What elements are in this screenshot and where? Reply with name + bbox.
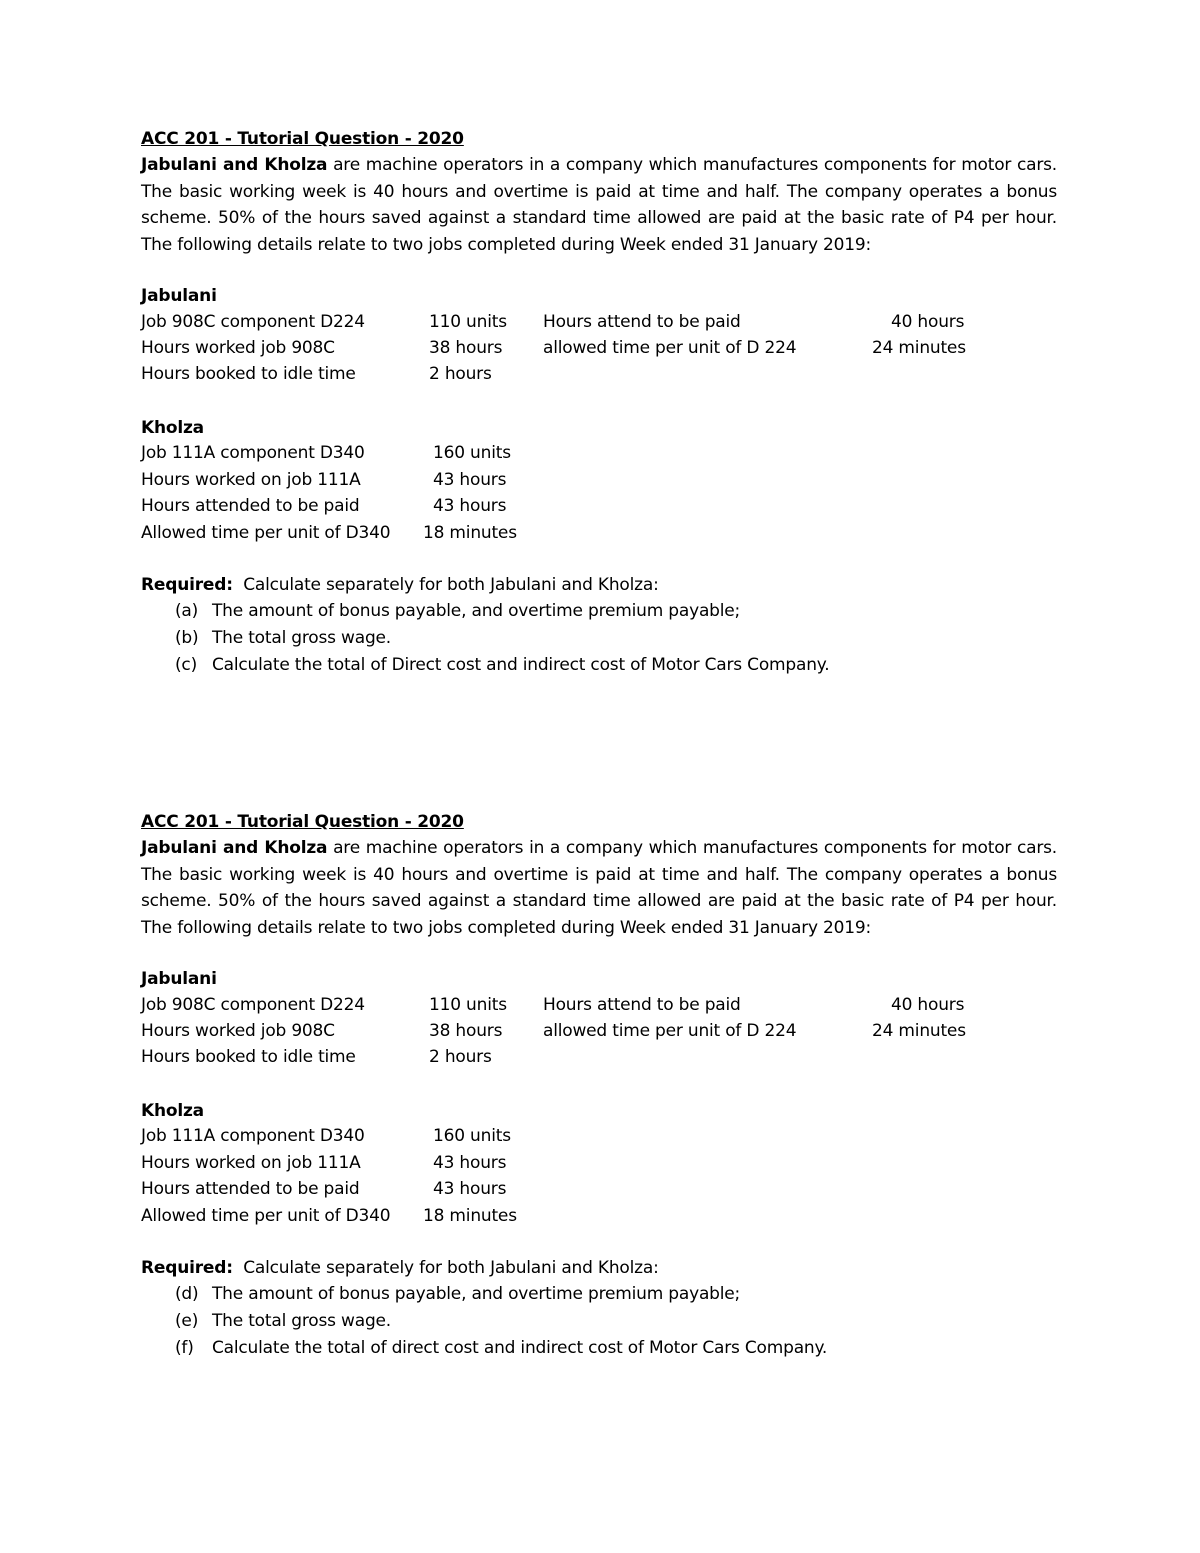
jabulani-label: Hours worked job 908C <box>141 338 335 358</box>
jabulani-label: Hours booked to idle time <box>141 1047 356 1067</box>
item-text: The amount of bonus payable, and overtime premium payable; <box>212 601 741 621</box>
jabulani-value: 38 hours <box>429 338 503 358</box>
required-label: Required: <box>141 575 233 595</box>
jabulani-label-2: allowed time per unit of D 224 <box>543 338 797 358</box>
kholza-value: 43 hours <box>433 470 507 490</box>
kholza-value: 160 units <box>433 1126 511 1146</box>
jabulani-label: Hours booked to idle time <box>141 364 356 384</box>
jabulani-value: 110 units <box>429 995 507 1015</box>
intro-text: are machine operators in a company which manufactures components for motor cars. The basic working week is 40 hours and overtime is paid at time and half. The company operates a bonus scheme. 50% of the hours saved against a standard time allowed are paid at the basic rate of P4 per hour. The following details relate to two jobs completed during Week ended 31 January 2019: <box>141 838 1057 938</box>
jabulani-value: 38 hours <box>429 1021 503 1041</box>
kholza-value: 18 minutes <box>423 523 517 543</box>
intro-paragraph <box>141 835 1057 941</box>
kholza-label: Allowed time per unit of D340 <box>141 523 391 543</box>
item-marker: (a) <box>175 601 199 621</box>
kholza-label: Allowed time per unit of D340 <box>141 1206 391 1226</box>
item-text: The total gross wage. <box>212 1311 391 1331</box>
required-label: Required: <box>141 1258 233 1278</box>
kholza-value: 43 hours <box>433 1153 507 1173</box>
jabulani-value-2: 24 minutes <box>872 338 966 358</box>
kholza-label: Job 111A component D340 <box>141 443 365 463</box>
jabulani-label-2: Hours attend to be paid <box>543 312 741 332</box>
jabulani-value: 2 hours <box>429 364 492 384</box>
item-text: Calculate the total of Direct cost and indirect cost of Motor Cars Company. <box>212 655 830 675</box>
required-text: Calculate separately for both Jabulani and Kholza: <box>232 575 659 595</box>
jabulani-heading: Jabulani <box>141 969 217 989</box>
kholza-label: Hours worked on job 111A <box>141 470 361 490</box>
intro-paragraph <box>141 152 1057 258</box>
jabulani-heading: Jabulani <box>141 286 217 306</box>
jabulani-label-2: allowed time per unit of D 224 <box>543 1021 797 1041</box>
intro-lead: Jabulani and Kholza <box>141 838 328 858</box>
item-marker: (d) <box>175 1284 199 1304</box>
kholza-label: Job 111A component D340 <box>141 1126 365 1146</box>
item-text: The total gross wage. <box>212 628 391 648</box>
required-line <box>141 1255 659 1281</box>
jabulani-value: 2 hours <box>429 1047 492 1067</box>
kholza-value: 160 units <box>433 443 511 463</box>
kholza-value: 43 hours <box>433 496 507 516</box>
jabulani-value-2: 40 hours <box>891 995 965 1015</box>
jabulani-value-2: 40 hours <box>891 312 965 332</box>
jabulani-label: Hours worked job 908C <box>141 1021 335 1041</box>
kholza-label: Hours worked on job 111A <box>141 1153 361 1173</box>
section-title: ACC 201 - Tutorial Question - 2020 <box>141 812 464 832</box>
item-marker: (c) <box>175 655 198 675</box>
intro-text: are machine operators in a company which manufactures components for motor cars. The basic working week is 40 hours and overtime is paid at time and half. The company operates a bonus scheme. 50% of the hours saved against a standard time allowed are paid at the basic rate of P4 per hour. The following details relate to two jobs completed during Week ended 31 January 2019: <box>141 155 1057 255</box>
kholza-label: Hours attended to be paid <box>141 496 360 516</box>
jabulani-value: 110 units <box>429 312 507 332</box>
kholza-heading: Kholza <box>141 1101 204 1121</box>
kholza-label: Hours attended to be paid <box>141 1179 360 1199</box>
section-title: ACC 201 - Tutorial Question - 2020 <box>141 129 464 149</box>
item-text: Calculate the total of direct cost and indirect cost of Motor Cars Company. <box>212 1338 828 1358</box>
jabulani-label-2: Hours attend to be paid <box>543 995 741 1015</box>
item-marker: (e) <box>175 1311 199 1331</box>
required-line <box>141 572 659 598</box>
item-marker: (f) <box>175 1338 194 1358</box>
kholza-heading: Kholza <box>141 418 204 438</box>
jabulani-label: Job 908C component D224 <box>141 995 365 1015</box>
item-marker: (b) <box>175 628 199 648</box>
required-text: Calculate separately for both Jabulani and Kholza: <box>232 1258 659 1278</box>
jabulani-value-2: 24 minutes <box>872 1021 966 1041</box>
kholza-value: 43 hours <box>433 1179 507 1199</box>
jabulani-label: Job 908C component D224 <box>141 312 365 332</box>
intro-lead: Jabulani and Kholza <box>141 155 328 175</box>
kholza-value: 18 minutes <box>423 1206 517 1226</box>
item-text: The amount of bonus payable, and overtime premium payable; <box>212 1284 741 1304</box>
